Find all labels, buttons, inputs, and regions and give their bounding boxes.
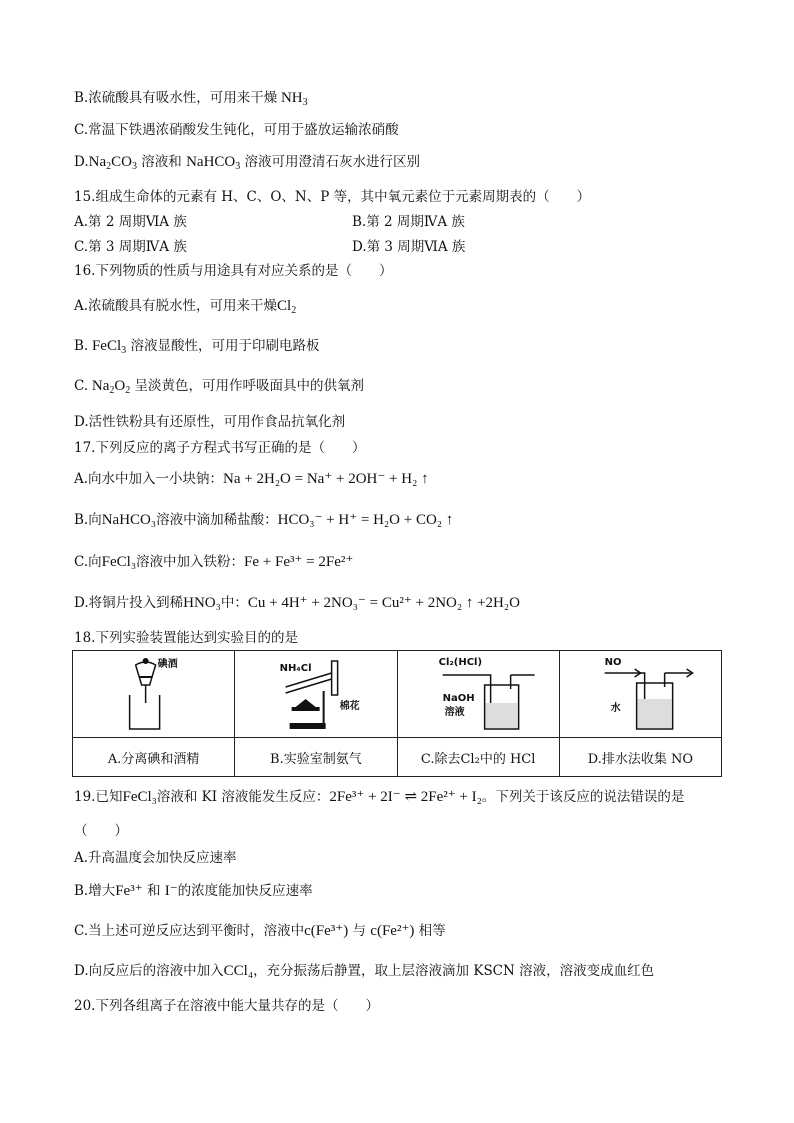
q15-option-c: C.第 3 周期ⅣA 族 bbox=[74, 239, 187, 255]
label-cl2-hcl: Cl₂(HCl) bbox=[438, 657, 482, 668]
label-iodine-tincture: 碘酒 bbox=[157, 659, 178, 670]
q16-option-a: A.浓硫酸具有脱水性，可用来干燥$Cl_2$ bbox=[74, 298, 297, 316]
q17-option-d: D.将铜片投入到稀HNO₃中：Cu + 4H⁺ + 2NO₃⁻ = Cu²⁺ + 2NO₂ ↑ +2H₂O bbox=[74, 595, 520, 611]
q14-option-b: B.浓硫酸具有吸水性，可用来干燥 $NH_3$ bbox=[74, 90, 308, 108]
gas-washing-bottle-diagram bbox=[398, 651, 559, 737]
caption-c: C.除去Cl₂中的 HCl bbox=[397, 738, 559, 777]
q19-stem: 19.已知FeCl₃溶液和 KI 溶液能发生反应：2Fe³⁺ + 2I⁻ ⇌ 2Fe²⁺ + I₂。下列关于该反应的说法错误的是 bbox=[74, 789, 685, 805]
caption-d: D.排水法收集 NO bbox=[559, 738, 721, 777]
caption-a: A.分离碘和酒精 bbox=[73, 738, 235, 777]
q17-stem: 17.下列反应的离子方程式书写正确的是（ ） bbox=[74, 440, 366, 456]
q17-option-a: A.向水中加入一小块钠：Na + 2H₂O = Na⁺ + 2OH⁻ + H₂ ↑ bbox=[74, 471, 429, 487]
q19-option-c: C.当上述可逆反应达到平衡时，溶液中c(Fe³⁺) 与 c(Fe²⁺) 相等 bbox=[74, 923, 446, 939]
q20-stem: 20.下列各组离子在溶液中能大量共存的是（ ） bbox=[74, 998, 379, 1014]
q17-equation-c: Fe + Fe³⁺ = 2Fe²⁺ bbox=[244, 554, 354, 570]
separatory-funnel-diagram bbox=[73, 651, 234, 737]
q17-option-b: B.向NaHCO₃溶液中滴加稀盐酸：HCO₃⁻ + H⁺ = H₂O + CO₂ ↑ bbox=[74, 512, 454, 528]
q19-stem-paren: （ ） bbox=[74, 823, 128, 839]
q17-equation-b: HCO₃⁻ + H⁺ = H₂O + CO₂ ↑ bbox=[277, 512, 454, 528]
q14-option-d: $D.Na_2CO_3$ 溶液和 NaHCO$_3$ 溶液可用澄清石灰水进行区别 bbox=[74, 154, 421, 172]
caption-b: B.实验室制氨气 bbox=[235, 738, 397, 777]
apparatus-c-cell bbox=[397, 651, 559, 738]
label-nh4cl: NH₄Cl bbox=[279, 663, 312, 674]
apparatus-b-cell bbox=[235, 651, 397, 738]
q19-option-a: A.升高温度会加快反应速率 bbox=[74, 850, 237, 866]
q15-option-d: D.第 3 周期ⅥA 族 bbox=[352, 239, 466, 255]
label-solution: 溶液 bbox=[444, 707, 465, 718]
q15-option-a: A.第 2 周期ⅥA 族 bbox=[74, 214, 187, 230]
ammonia-preparation-diagram bbox=[235, 651, 396, 737]
label-water: 水 bbox=[610, 703, 621, 714]
q17-option-c: C.向FeCl₃溶液中加入铁粉：Fe + Fe³⁺ = 2Fe²⁺ bbox=[74, 554, 354, 570]
q15-option-b: B.第 2 周期ⅣA 族 bbox=[352, 214, 465, 230]
q17-equation-a: Na + 2H₂O = Na⁺ + 2OH⁻ + H₂ ↑ bbox=[223, 471, 429, 487]
label-naoh: NaOH bbox=[442, 693, 475, 704]
q18-apparatus-table bbox=[72, 650, 722, 777]
apparatus-a-cell bbox=[73, 651, 235, 738]
q19-equation: 2Fe³⁺ + 2I⁻ ⇌ 2Fe²⁺ + I₂ bbox=[329, 789, 482, 805]
q14-option-c: C.常温下铁遇浓硝酸发生钝化，可用于盛放运输浓硝酸 bbox=[74, 122, 399, 138]
apparatus-d-cell bbox=[559, 651, 721, 738]
q16-stem: 16.下列物质的性质与用途具有对应关系的是（ ） bbox=[74, 263, 393, 279]
q16-option-c: C. $Na_2O_2$ 呈淡黄色，可用作呼吸面具中的供氧剂 bbox=[74, 378, 365, 396]
q19-option-d: D.向反应后的溶液中加入CCl₄，充分振荡后静置，取上层溶液滴加 KSCN 溶液，溶液变成血红色 bbox=[74, 963, 655, 979]
water-displacement-diagram bbox=[560, 651, 721, 737]
q17-equation-d: Cu + 4H⁺ + 2NO₃⁻ = Cu²⁺ + 2NO₂ ↑ +2H₂O bbox=[247, 595, 520, 611]
q16-option-d: D.活性铁粉具有还原性，可用作食品抗氧化剂 bbox=[74, 414, 346, 430]
q18-stem: 18.下列实验装置能达到实验目的的是 bbox=[74, 630, 298, 646]
q16-option-b: B. FeCl$_3$ 溶液显酸性，可用于印刷电路板 bbox=[74, 338, 320, 356]
label-cotton: 棉花 bbox=[339, 701, 360, 712]
label-no: NO bbox=[604, 657, 622, 668]
q19-option-b: B.增大Fe³⁺ 和 I⁻的浓度能加快反应速率 bbox=[74, 883, 313, 899]
q15-stem: 15.组成生命体的元素有 H、C、O、N、P 等，其中氧元素位于元素周期表的（ ） bbox=[74, 189, 591, 205]
